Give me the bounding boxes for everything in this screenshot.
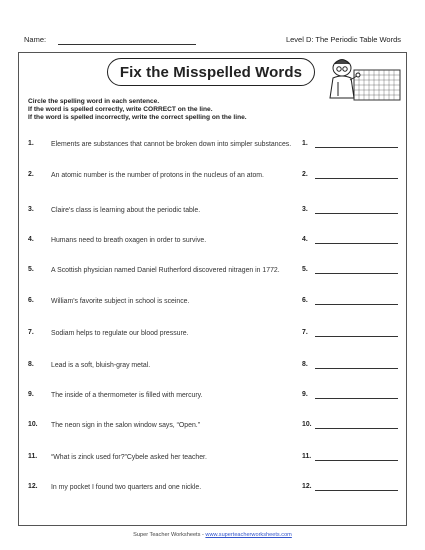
footer-link[interactable]: www.superteacherworksheets.com <box>205 532 292 538</box>
name-input-line[interactable] <box>58 44 196 45</box>
level-label: Level D: The Periodic Table Words <box>285 35 401 44</box>
question-number: 5. <box>28 266 34 273</box>
page-title: Fix the Misspelled Words <box>119 63 303 81</box>
instruction-line: If the word is spelled correctly, write CORRECT on the line. <box>28 106 213 113</box>
footer <box>0 532 425 538</box>
question-number: 4. <box>28 236 34 243</box>
answer-line[interactable] <box>315 428 398 429</box>
answer-line[interactable] <box>315 368 398 369</box>
answer-line[interactable] <box>315 398 398 399</box>
answer-line[interactable] <box>315 178 398 179</box>
question-sentence: “What is zinck used for?”Cybele asked her teacher. <box>51 454 207 461</box>
question-number: 7. <box>28 329 34 336</box>
answer-number: 12. <box>302 483 312 490</box>
answer-number: 4. <box>302 236 308 243</box>
title-banner <box>107 58 315 86</box>
question-sentence: Humans need to breath oxagen in order to survive. <box>51 237 207 244</box>
question-sentence: A Scottish physician named Daniel Rutherford discovered nitragen in 1772. <box>51 267 280 274</box>
answer-number: 5. <box>302 266 308 273</box>
answer-line[interactable] <box>315 213 398 214</box>
instructions <box>28 98 358 122</box>
periodic-table-icon <box>354 70 400 100</box>
question-number: 8. <box>28 361 34 368</box>
question-number: 1. <box>28 140 34 147</box>
name-label: Name: <box>24 35 47 44</box>
footer-separator: - <box>201 532 204 538</box>
question-number: 6. <box>28 297 34 304</box>
answer-number: 10. <box>302 421 312 428</box>
question-number: 12. <box>28 483 38 490</box>
answer-number: 7. <box>302 329 308 336</box>
answer-line[interactable] <box>315 243 398 244</box>
question-sentence: The inside of a thermometer is filled with mercury. <box>51 392 203 399</box>
answer-number: 2. <box>302 171 308 178</box>
answer-line[interactable] <box>315 147 398 148</box>
worksheet-header <box>24 35 401 47</box>
scientist-periodic-table-illustration <box>324 56 404 104</box>
answer-number: 8. <box>302 361 308 368</box>
answer-number: 11. <box>302 453 312 460</box>
answer-number: 1. <box>302 140 308 147</box>
answer-line[interactable] <box>315 273 398 274</box>
instruction-line: Circle the spelling word in each sentence. <box>28 98 160 105</box>
question-sentence: Elements are substances that cannot be broken down into simpler substances. <box>51 141 292 148</box>
answer-number: 6. <box>302 297 308 304</box>
answer-number: 9. <box>302 391 308 398</box>
question-sentence: Claire's class is learning about the periodic table. <box>51 207 201 214</box>
answer-line[interactable] <box>315 336 398 337</box>
question-number: 2. <box>28 171 34 178</box>
question-sentence: An atomic number is the number of protons in the nucleus of an atom. <box>51 172 264 179</box>
question-number: 9. <box>28 391 34 398</box>
question-sentence: William's favorite subject in school is sceince. <box>51 298 190 305</box>
question-sentence: The neon sign in the salon window says, “Open.” <box>51 422 200 429</box>
question-number: 3. <box>28 206 34 213</box>
answer-line[interactable] <box>315 490 398 491</box>
question-sentence: Lead is a soft, bluish-gray metal. <box>51 362 151 369</box>
footer-brand: Super Teacher Worksheets <box>133 532 201 538</box>
answer-number: 3. <box>302 206 308 213</box>
question-number: 11. <box>28 453 38 460</box>
answer-line[interactable] <box>315 460 398 461</box>
question-sentence: Sodiam helps to regulate our blood pressure. <box>51 330 189 337</box>
question-number: 10. <box>28 421 38 428</box>
answer-line[interactable] <box>315 304 398 305</box>
question-sentence: In my pocket I found two quarters and one nickle. <box>51 484 202 491</box>
instruction-line: If the word is spelled incorrectly, write the correct spelling on the line. <box>28 114 247 121</box>
